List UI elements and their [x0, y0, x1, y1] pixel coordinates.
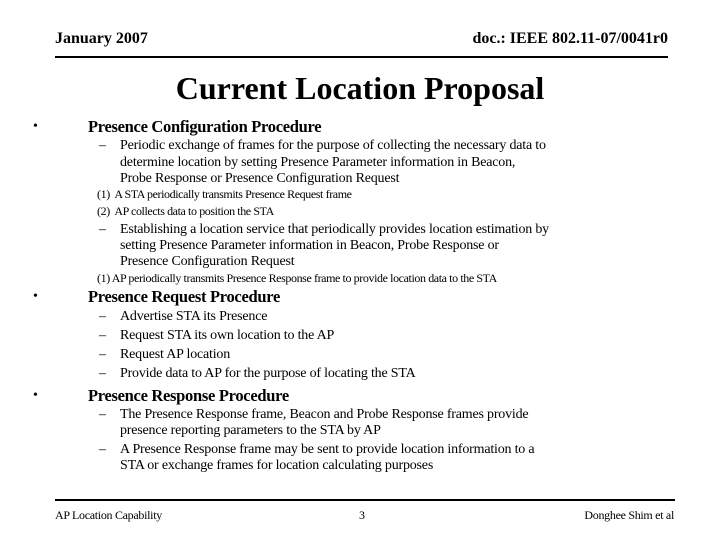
item-line: determine location by setting Presence Parameter information in Beacon,	[120, 155, 516, 170]
item-line: setting Presence Parameter information in Beacon, Probe Response or	[120, 238, 499, 253]
numbered-item: (1) AP periodically transmits Presence Response frame to provide location data to the STA	[97, 271, 497, 285]
header-rule	[55, 56, 668, 58]
bullet-icon: •	[33, 119, 38, 134]
header-doc-id: doc.: IEEE 802.11-07/0041r0	[472, 30, 668, 47]
item-line: A Presence Response frame may be sent to provide location information to a	[120, 442, 535, 457]
dash-icon: –	[99, 347, 106, 362]
section-heading: Presence Request Procedure	[88, 287, 280, 306]
item-line: Request STA its own location to the AP	[120, 328, 335, 343]
item-line: Presence Configuration Request	[120, 254, 295, 269]
bullet-icon: •	[33, 289, 38, 304]
item-line: Periodic exchange of frames for the purpose of collecting the necessary data to	[120, 138, 546, 153]
dash-icon: –	[99, 309, 106, 324]
header-date: January 2007	[55, 30, 148, 47]
section-heading: Presence Configuration Procedure	[88, 117, 322, 136]
dash-icon: –	[99, 138, 106, 153]
item-line: Provide data to AP for the purpose of locating the STA	[120, 366, 416, 381]
footer-title: AP Location Capability	[55, 508, 162, 522]
item-line: The Presence Response frame, Beacon and Probe Response frames provide	[120, 407, 529, 422]
item-line: STA or exchange frames for location calculating purposes	[120, 458, 434, 473]
numbered-item: (2) AP collects data to position the STA	[97, 204, 274, 218]
item-line: Probe Response or Presence Configuration Request	[120, 171, 400, 186]
dash-icon: –	[99, 366, 106, 381]
item-line: presence reporting parameters to the STA by AP	[120, 423, 381, 438]
item-line: Request AP location	[120, 347, 231, 362]
section-heading: Presence Response Procedure	[88, 386, 289, 405]
slide-title: Current Location Proposal	[175, 70, 545, 106]
dash-icon: –	[99, 407, 106, 422]
footer-author: Donghee Shim et al	[584, 508, 674, 522]
footer-rule	[55, 499, 675, 501]
dash-icon: –	[99, 442, 106, 457]
dash-icon: –	[99, 222, 106, 237]
numbered-item: (1) A STA periodically transmits Presence Request frame	[97, 187, 352, 201]
dash-icon: –	[99, 328, 106, 343]
bullet-icon: •	[33, 388, 38, 403]
item-line: Establishing a location service that periodically provides location estimation by	[120, 222, 549, 237]
page-number: 3	[359, 508, 365, 522]
item-line: Advertise STA its Presence	[120, 309, 268, 324]
